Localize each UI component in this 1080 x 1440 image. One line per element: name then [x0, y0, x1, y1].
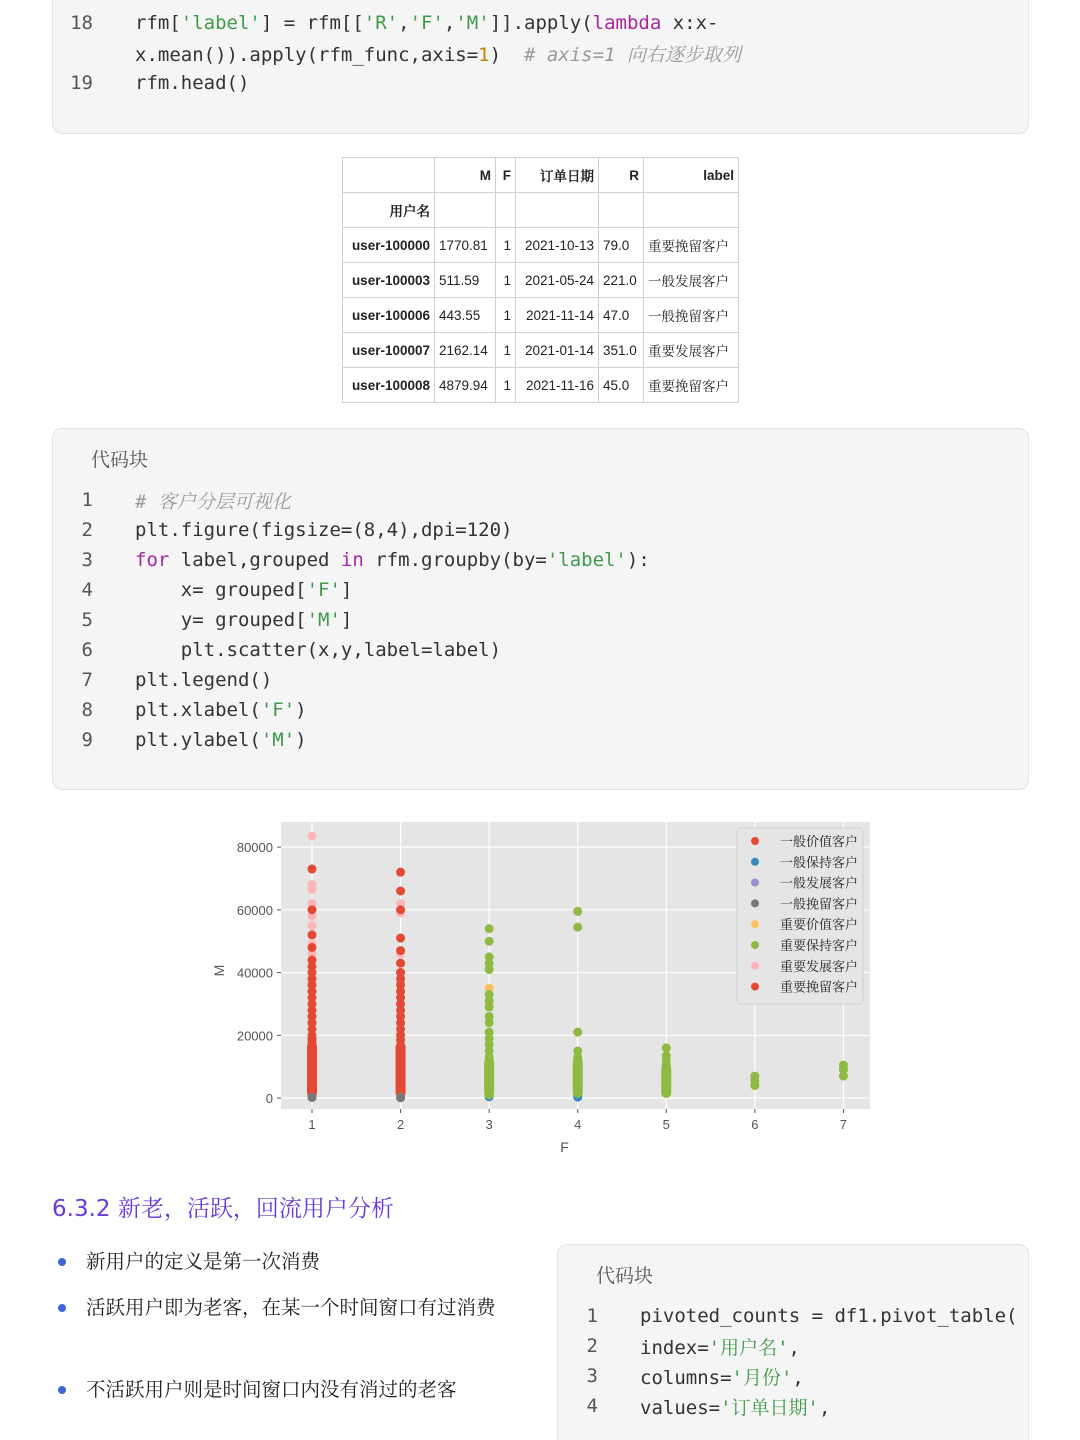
- empty-cell: [644, 193, 739, 228]
- code-line: [53, 605, 1028, 635]
- code-line: [53, 485, 1028, 515]
- legend-marker: [751, 983, 759, 991]
- scatter-point: [573, 923, 582, 932]
- cell-r: 351.0: [599, 333, 644, 368]
- empty-cell: [599, 193, 644, 228]
- scatter-point: [308, 885, 317, 894]
- line-number: 9: [81, 729, 93, 751]
- dataframe-output-table: [342, 157, 739, 403]
- x-tick-label: 7: [839, 1117, 848, 1132]
- cell-r: 221.0: [599, 263, 644, 298]
- code-line: [558, 1301, 1028, 1331]
- line-number: 7: [81, 669, 93, 691]
- bullet-dot: [58, 1304, 66, 1312]
- legend-label: 重要保持客户: [780, 939, 859, 954]
- line-number: 18: [70, 12, 93, 34]
- code-line: [53, 725, 1028, 755]
- scatter-point: [396, 905, 405, 914]
- code-text: # 客户分层可视化: [135, 490, 291, 513]
- code-text: pivoted_counts = df1.pivot_table(: [640, 1305, 1018, 1327]
- scatter-point: [573, 907, 582, 916]
- line-number: 3: [81, 549, 93, 571]
- line-number: 1: [81, 489, 93, 511]
- code-text: columns='月份',: [640, 1366, 804, 1389]
- scatter-point: [308, 1037, 317, 1046]
- empty-cell: [516, 193, 599, 228]
- legend-label: 一般发展客户: [780, 876, 859, 892]
- code-text: x.mean()).apply(rfm_func,axis=1) # axis=1 向右逐步取列: [135, 43, 741, 66]
- code-line: [53, 545, 1028, 575]
- code-text: plt.scatter(x,y,label=label): [135, 639, 502, 661]
- cell-date: 2021-11-14: [516, 298, 599, 333]
- cell-m: 443.55: [435, 298, 496, 333]
- x-tick-label: 6: [751, 1117, 759, 1132]
- scatter-point: [396, 959, 405, 968]
- code-line: [53, 515, 1028, 545]
- scatter-point: [396, 934, 405, 943]
- code-line: [53, 665, 1028, 695]
- cell-m: 4879.94: [435, 368, 496, 403]
- cell-date: 2021-01-14: [516, 333, 599, 368]
- table-row: [343, 263, 739, 298]
- code-line: [53, 635, 1028, 665]
- line-number: 1: [586, 1305, 598, 1327]
- row-index: user-100006: [343, 298, 435, 333]
- scatter-point: [485, 965, 494, 974]
- row-index: user-100003: [343, 263, 435, 298]
- scatter-point: [308, 865, 317, 874]
- code-text: plt.legend(): [135, 669, 273, 691]
- legend-marker: [751, 858, 759, 866]
- line-number: 2: [81, 519, 93, 541]
- code-text: x= grouped['F']: [135, 579, 353, 601]
- x-tick-label: 4: [574, 1117, 582, 1132]
- code-text: for label,grouped in rfm.groupby(by='label'):: [135, 549, 650, 571]
- cell-date: 2021-10-13: [516, 228, 599, 263]
- line-number: 4: [81, 579, 93, 601]
- bullet-text: 活跃用户即为老客，在某一个时间窗口有过消费: [86, 1296, 496, 1319]
- x-tick-label: 1: [308, 1117, 316, 1132]
- scatter-point: [485, 924, 494, 933]
- index-name-row: [343, 193, 739, 228]
- cell-r: 45.0: [599, 368, 644, 403]
- code-line: [558, 1331, 1028, 1361]
- code-text: plt.figure(figsize=(8,4),dpi=120): [135, 519, 513, 541]
- code-text: y= grouped['M']: [135, 609, 353, 631]
- code-line: [558, 1391, 1028, 1421]
- code-text: index='用户名',: [640, 1336, 800, 1359]
- y-tick-label: 80000: [236, 840, 273, 856]
- top-code-block: [52, 0, 1029, 134]
- y-tick-label: 20000: [236, 1028, 273, 1044]
- scatter-point: [396, 887, 405, 896]
- bullet-item: [58, 1244, 528, 1279]
- cell-label: 重要发展客户: [644, 333, 739, 368]
- scatter-point: [750, 1081, 759, 1090]
- cell-f: 1: [496, 228, 516, 263]
- scatter-point: [573, 1089, 582, 1098]
- line-number: 8: [81, 699, 93, 721]
- bullet-item: [58, 1372, 528, 1407]
- y-tick-label: 60000: [236, 902, 273, 918]
- bullet-dot: [58, 1258, 66, 1266]
- line-number: 3: [586, 1365, 598, 1387]
- legend-label: 一般保持客户: [780, 855, 859, 871]
- dense-cluster: [396, 1042, 406, 1098]
- code-line: [53, 695, 1028, 725]
- cell-f: 1: [496, 333, 516, 368]
- scatter-point: [485, 1018, 494, 1027]
- row-index: user-100007: [343, 333, 435, 368]
- code-text: rfm.head(): [135, 72, 250, 94]
- cell-r: 79.0: [599, 228, 644, 263]
- cell-date: 2021-05-24: [516, 263, 599, 298]
- scatter-point: [308, 921, 317, 930]
- code-text: values='订单日期',: [640, 1396, 831, 1419]
- row-index: user-100008: [343, 368, 435, 403]
- code-line: [558, 1361, 1028, 1391]
- legend-label: 一般挽留客户: [780, 897, 859, 913]
- legend-box: [737, 828, 863, 1004]
- code-text: plt.ylabel('M'): [135, 729, 307, 751]
- legend-label: 重要发展客户: [780, 959, 859, 975]
- code-block-scatter: [52, 428, 1029, 790]
- code-line: [53, 575, 1028, 605]
- bullet-text: 新用户的定义是第一次消费: [86, 1250, 321, 1273]
- cell-label: 重要挽留客户: [644, 368, 739, 403]
- table-row: [343, 228, 739, 263]
- scatter-point: [308, 930, 317, 939]
- index-name: 用户名: [343, 193, 435, 228]
- cell-f: 1: [496, 368, 516, 403]
- legend-marker: [751, 879, 759, 887]
- scatter-point: [308, 1093, 317, 1102]
- bullet-dot: [58, 1386, 66, 1394]
- scatter-chart: [200, 812, 880, 1162]
- scatter-point: [396, 946, 405, 955]
- section-heading: 6.3.2 新老，活跃，回流用户分析: [52, 1196, 394, 1222]
- empty-cell: [496, 193, 516, 228]
- y-tick-label: 0: [265, 1091, 273, 1107]
- code-block-title: 代码块: [596, 1265, 654, 1287]
- code-block-pivot: [557, 1244, 1029, 1440]
- row-index: user-100000: [343, 228, 435, 263]
- scatter-point: [662, 1043, 671, 1052]
- code-text: rfm['label'] = rfm[['R','F','M']].apply(lambda x:x-: [135, 12, 719, 34]
- legend-label: 重要挽留客户: [780, 980, 859, 996]
- code-line-19: [53, 68, 1028, 98]
- cell-f: 1: [496, 298, 516, 333]
- code-line-18: [53, 8, 1028, 38]
- code-text: plt.xlabel('F'): [135, 699, 307, 721]
- col-header-R: R: [599, 158, 644, 193]
- scatter-point: [573, 1028, 582, 1037]
- line-number: 5: [81, 609, 93, 631]
- scatter-point: [396, 1035, 405, 1044]
- line-number: 6: [81, 639, 93, 661]
- line-number: 19: [70, 72, 93, 94]
- col-header-label: label: [644, 158, 739, 193]
- legend-marker: [751, 899, 759, 907]
- cell-f: 1: [496, 263, 516, 298]
- cell-m: 511.59: [435, 263, 496, 298]
- line-number: 4: [586, 1395, 598, 1417]
- scatter-point: [485, 1003, 494, 1012]
- scatter-point: [308, 832, 317, 841]
- col-header-M: M: [435, 158, 496, 193]
- dense-cluster: [307, 1042, 317, 1098]
- code-block-title: 代码块: [91, 449, 149, 471]
- scatter-point: [308, 943, 317, 952]
- legend-marker: [751, 920, 759, 928]
- x-tick-label: 3: [485, 1117, 493, 1132]
- table-header-row: [343, 158, 739, 193]
- table-row: [343, 333, 739, 368]
- scatter-point: [308, 905, 317, 914]
- y-axis-label: M: [211, 964, 227, 977]
- col-header-F: F: [496, 158, 516, 193]
- scatter-point: [396, 868, 405, 877]
- scatter-point: [396, 1093, 405, 1102]
- legend-marker: [751, 837, 759, 845]
- legend-label: 一般价值客户: [780, 835, 859, 850]
- legend-label: 重要价值客户: [780, 918, 859, 934]
- legend-marker: [751, 962, 759, 970]
- scatter-point: [662, 1083, 671, 1092]
- x-tick-label: 5: [662, 1117, 670, 1132]
- cell-label: 一般挽留客户: [644, 298, 739, 333]
- cell-r: 47.0: [599, 298, 644, 333]
- bullet-item: [58, 1290, 528, 1325]
- index-corner: [343, 158, 435, 193]
- y-tick-label: 40000: [236, 965, 273, 981]
- legend-marker: [751, 941, 759, 949]
- cell-m: 1770.81: [435, 228, 496, 263]
- cell-label: 重要挽留客户: [644, 228, 739, 263]
- table-row: [343, 298, 739, 333]
- code-line-18-cont: [53, 38, 1028, 68]
- cell-date: 2021-11-16: [516, 368, 599, 403]
- col-header-date: 订单日期: [516, 158, 599, 193]
- bullet-text: 不活跃用户则是时间窗口内没有消过的老客: [86, 1378, 457, 1401]
- empty-cell: [435, 193, 496, 228]
- scatter-point: [485, 937, 494, 946]
- cell-label: 一般发展客户: [644, 263, 739, 298]
- scatter-point: [839, 1072, 848, 1081]
- x-axis-label: F: [560, 1139, 569, 1155]
- line-number: 2: [586, 1335, 598, 1357]
- cell-m: 2162.14: [435, 333, 496, 368]
- scatter-point: [485, 1090, 494, 1099]
- table-row: [343, 368, 739, 403]
- x-tick-label: 2: [396, 1117, 405, 1132]
